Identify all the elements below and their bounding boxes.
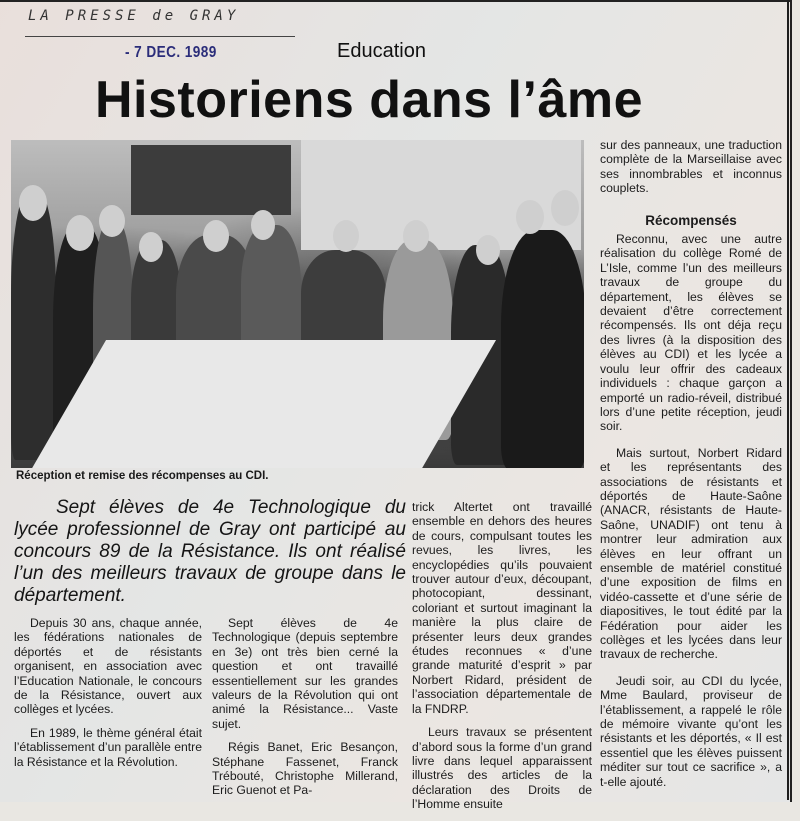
photo-face bbox=[19, 185, 47, 221]
article-column-3 bbox=[412, 500, 592, 821]
section-label: Education bbox=[337, 40, 426, 62]
photo-face bbox=[333, 220, 359, 252]
photo-face bbox=[403, 220, 429, 252]
paragraph: En 1989, le thème général était l’établissement d’un parallèle entre la Résistance et la Révolution. bbox=[14, 725, 202, 769]
group-photo bbox=[11, 140, 584, 468]
subheading: Récompensés bbox=[645, 212, 737, 228]
photo-face bbox=[66, 215, 94, 251]
photo-face bbox=[139, 232, 163, 262]
photo-person bbox=[11, 190, 56, 460]
photo-face bbox=[203, 220, 229, 252]
photo-exhibit-table bbox=[31, 340, 496, 468]
photo-face bbox=[476, 235, 500, 265]
paragraph: Jeudi soir, au CDI du lycée, Mme Baulard, proviseur de l’établissement, a rappelé le rôle de mémoire vivante qu’ont les résistants et les déportés, « Il est essentiel que les élèves puissent méditer sur tout ce sacrifice », a t-elle ajouté. bbox=[600, 673, 782, 789]
photo-bookshelf bbox=[131, 145, 291, 215]
paragraph: Leurs travaux se présentent d’abord sous la forme d’un grand livre dans lequel apparaissent illustrés des articles de la déclaration des Droits de l’Homme ensuite bbox=[412, 725, 592, 812]
handwritten-source-note: LA PRESSE de GRAY bbox=[28, 8, 240, 24]
headline: Historiens dans l’âme bbox=[95, 71, 644, 129]
date-stamp: - 7 DEC. 1989 bbox=[125, 44, 217, 61]
paragraph: Mais surtout, Norbert Ridard et les représentants des associations de résistants et déportés de Haute-Saône (ANACR, résistants de Haute-Saône, UNADIF) ont tenu à montrer leur admiration aux élèves en leur offrant un ensemble de matériel constitué d’une exposition de films en vidéo-cassette et d’une série de diapositives, le tout édité par la Fédération pour aider les collèges et les lycées dans leur travaux de recherche. bbox=[600, 445, 782, 662]
paragraph: Depuis 30 ans, chaque année, les fédérations nationales de déportés et de résistants organisent, en association avec l’Education Nationale, le concours de la Résistance, ouvert aux collèges et lycées. bbox=[14, 616, 202, 717]
paragraph: sur des panneaux, une traduction complète de la Marseillaise avec ses innombrables et inconnus couplets. bbox=[600, 138, 782, 196]
paragraph: Reconnu, avec une autre réalisation du collège Romé de L’Isle, comme l’un des meilleurs travaux de groupe du département, les élèves se devaient d’être correctement récompensés. Ils ont déja reçu des livres (à la disposition des élèves au CDI) et les lycée a voulu leur offrir des cadeaux individuels : chaque garçon a emporté un radio-réveil, distribué lors d’une petite réception, jeudi soir. bbox=[600, 232, 782, 434]
photo-face bbox=[551, 190, 579, 226]
photo-person bbox=[501, 230, 584, 468]
photo-caption: Réception et remise des récompenses au CDI. bbox=[16, 470, 269, 482]
paragraph: Régis Banet, Eric Besançon, Stéphane Fassenet, Franck Trébouté, Christophe Millerand, Eric Guenot et Pa- bbox=[212, 740, 398, 798]
photo-face bbox=[251, 210, 275, 240]
handwritten-underline bbox=[25, 36, 295, 37]
lead-paragraph: Sept élèves de 4e Technologique du lycée professionnel de Gray ont participé au concours 89 de la Résistance. Ils ont réalisé l’un des meilleurs travaux de groupe dans le département. bbox=[14, 497, 406, 606]
photo-face bbox=[99, 205, 125, 237]
article-column-2 bbox=[212, 616, 398, 807]
page-edge-rule bbox=[787, 0, 789, 800]
photo-face bbox=[516, 200, 544, 234]
article-column-1 bbox=[14, 616, 202, 778]
article-column-4 bbox=[600, 138, 782, 801]
paragraph: Sept élèves de 4e Technologique (depuis septembre en 3e) ont très bien cerné la question et ont travaillé essentiellement sur les grandes valeurs de la Révolution qui ont animé la Résistance... Vaste sujet. bbox=[212, 616, 398, 731]
paragraph: trick Altertet ont travaillé ensemble en dehors des heures de cours, compulsant toutes les revues, les livres, les encyclopédies qu’ils pouvaient trouver autour d’eux, découpant, photocopiant, dessinant, coloriant et surtout imaginant la manière la plus claire de présenter leurs deux grandes études reconnues « d’une grande maturité d’esprit » par Norbert Ridard, président de l’association départementale de la FNDRP. bbox=[412, 500, 592, 716]
